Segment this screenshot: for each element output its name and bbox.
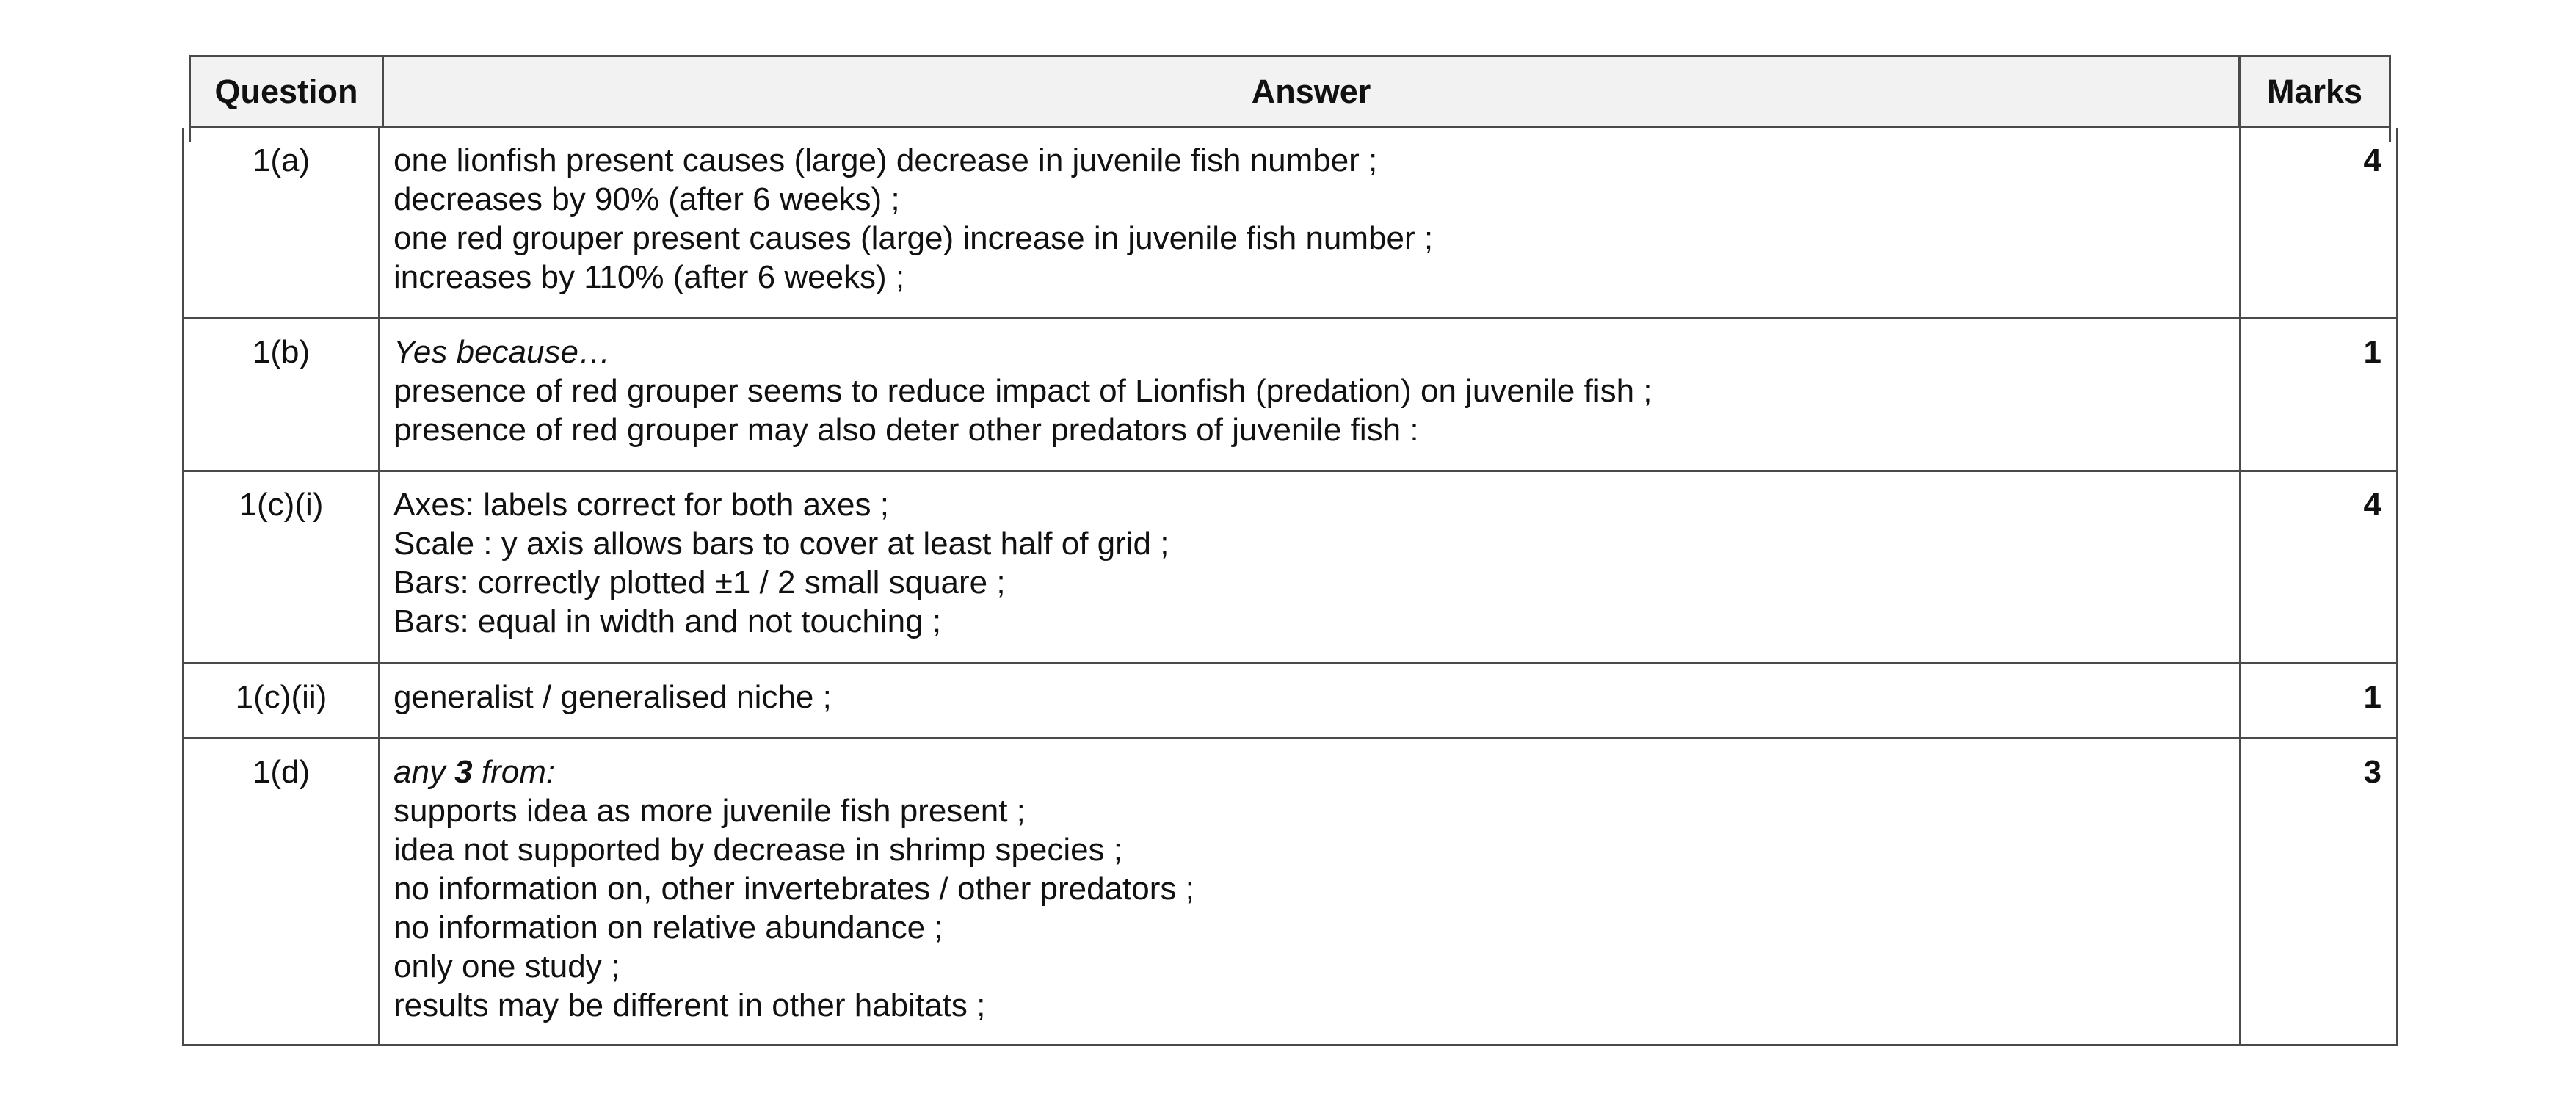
answer-intro: Yes because… <box>393 333 611 370</box>
answer-line: Scale : y axis allows bars to cover at least half of grid ; <box>393 525 1169 562</box>
answer-cell <box>380 318 2241 471</box>
table-row <box>184 471 2398 663</box>
marks-cell: 4 <box>2241 128 2398 318</box>
answer-line: supports idea as more juvenile fish present ; <box>393 792 1026 829</box>
answer-line: generalist / generalised niche ; <box>393 678 832 715</box>
answer-cell <box>380 663 2241 738</box>
answer-cell <box>380 471 2241 663</box>
marks-cell: 1 <box>2241 663 2398 738</box>
answer-line: Bars: correctly plotted ±1 / 2 small square ; <box>393 564 1006 601</box>
header-question: Question <box>191 57 384 126</box>
marks-cell: 4 <box>2241 471 2398 663</box>
answer-line: no information on relative abundance ; <box>393 909 943 946</box>
intro-count: 3 <box>454 753 473 790</box>
marks-cell: 1 <box>2241 318 2398 471</box>
header-marks: Marks <box>2266 72 2363 110</box>
answer-line: presence of red grouper may also deter other predators of juvenile fish : <box>393 411 1419 448</box>
question-cell: 1(c)(ii) <box>184 663 380 738</box>
table-row <box>184 663 2398 738</box>
answer-line: Axes: labels correct for both axes ; <box>393 486 889 523</box>
marks-cell: 3 <box>2241 738 2398 1045</box>
answer-cell <box>380 128 2241 318</box>
intro-pre: any <box>393 753 455 790</box>
header-answer: Answer <box>384 57 2241 126</box>
question-cell: 1(c)(i) <box>184 471 380 663</box>
answer-line: one lionfish present causes (large) decrease in juvenile fish number ; <box>393 142 1378 178</box>
answer-intro <box>393 752 2224 791</box>
table-row <box>184 318 2398 471</box>
answer-cell <box>380 738 2241 1045</box>
answer-line: only one study ; <box>393 948 620 984</box>
mark-scheme-table <box>182 128 2398 1046</box>
answer-line: increases by 110% (after 6 weeks) ; <box>393 259 905 295</box>
question-cell: 1(b) <box>184 318 380 471</box>
answer-line: presence of red grouper seems to reduce impact of Lionfish (predation) on juvenile fish ; <box>393 372 1652 409</box>
answer-line: decreases by 90% (after 6 weeks) ; <box>393 181 900 217</box>
answer-line: no information on, other invertebrates / other predators ; <box>393 870 1194 907</box>
intro-post: from: <box>472 753 556 790</box>
question-cell: 1(a) <box>184 128 380 318</box>
table-row <box>184 128 2398 318</box>
table-row <box>184 738 2398 1045</box>
answer-line: Bars: equal in width and not touching ; <box>393 603 942 639</box>
answer-line: idea not supported by decrease in shrimp species ; <box>393 831 1123 868</box>
answer-line: one red grouper present causes (large) increase in juvenile fish number ; <box>393 220 1434 256</box>
answer-line: results may be different in other habitats ; <box>393 987 986 1023</box>
table-header <box>189 55 2391 128</box>
question-cell: 1(d) <box>184 738 380 1045</box>
